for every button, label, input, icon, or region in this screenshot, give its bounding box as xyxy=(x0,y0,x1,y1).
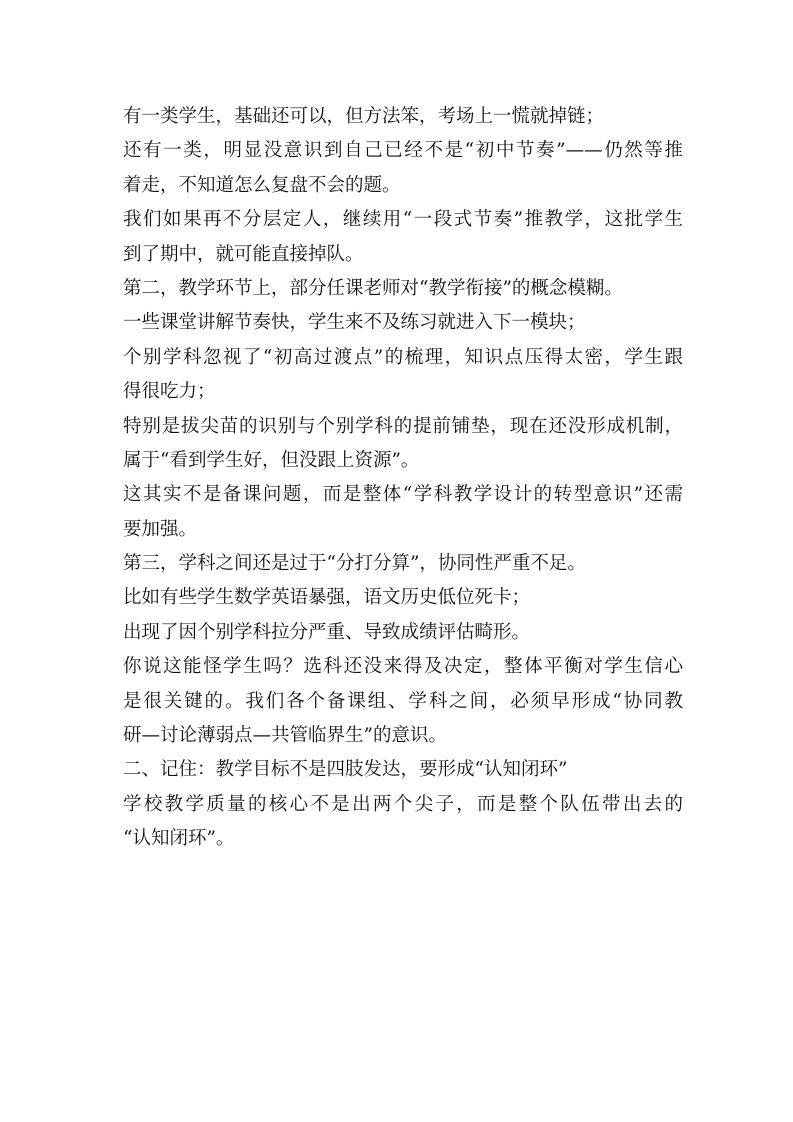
text-line: 到了期中，就可能直接掉队。 xyxy=(123,243,364,265)
text-line: 属于“看到学生好，但没跟上资源”。 xyxy=(123,449,420,471)
text-line: 比如有些学生数学英语暴强，语文历史低位死卡； xyxy=(123,587,531,609)
text-line: 要加强。 xyxy=(123,518,198,540)
text-line: 还有一类，明显没意识到自己已经不是“初中节奏”——仍然等推 xyxy=(123,140,683,162)
text-line: 是很关键的。我们各个备课组、学科之间，必须早形成“协同教 xyxy=(123,690,683,712)
section-heading-3: 第三，学科之间还是过于“分打分算”，协同性严重不足。 xyxy=(123,553,586,575)
text-line: 研—讨论薄弱点—共管临界生”的意识。 xyxy=(123,725,447,747)
text-line: 特别是拔尖苗的识别与个别学科的提前铺垫，现在还没形成机制， xyxy=(123,415,683,437)
text-line: 一些课堂讲解节奏快，学生来不及练习就进入下一模块； xyxy=(123,312,586,334)
text-line: 这其实不是备课问题，而是整体“学科教学设计的转型意识”还需 xyxy=(123,484,683,506)
text-line: 得很吃力； xyxy=(123,381,216,403)
text-line: 我们如果再不分层定人，继续用“一段式节奏”推教学，这批学生 xyxy=(123,209,683,231)
chapter-heading: 二、记住：教学目标不是四肢发达，要形成“认知闭环” xyxy=(123,759,568,781)
text-line: “认知闭环”。 xyxy=(123,828,235,850)
text-line: 着走，不知道怎么复盘不会的题。 xyxy=(123,174,401,196)
text-line: 出现了因个别学科拉分严重、导致成绩评估畸形。 xyxy=(123,621,531,643)
text-line: 有一类学生，基础还可以，但方法笨，考场上一慌就掉链； xyxy=(123,106,605,127)
text-line: 个别学科忽视了“初高过渡点”的梳理，知识点压得太密，学生跟 xyxy=(123,346,683,368)
section-heading-2: 第二，教学环节上，部分任课老师对“教学衔接”的概念模糊。 xyxy=(123,277,623,299)
text-line: 你说这能怪学生吗？选科还没来得及决定，整体平衡对学生信心 xyxy=(123,656,683,678)
text-line: 学校教学质量的核心不是出两个尖子，而是整个队伍带出去的 xyxy=(123,793,683,815)
document-body xyxy=(123,100,683,857)
